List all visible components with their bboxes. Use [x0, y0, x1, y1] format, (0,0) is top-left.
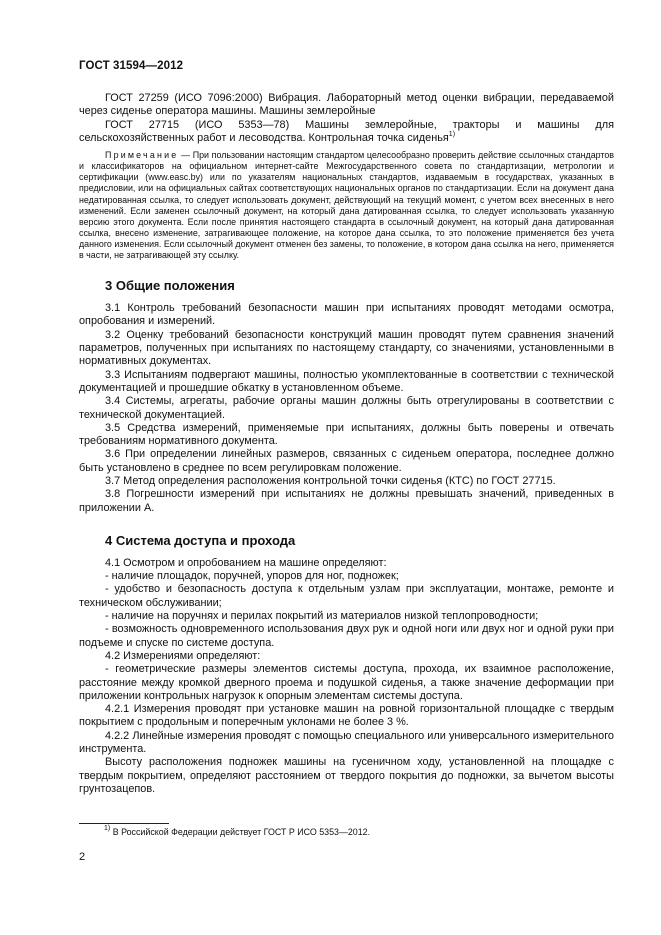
paragraph-3-5: 3.5 Средства измерений, применяемые при испытаниях, должны быть поверены и отвечать требованиям нормативного документа. — [79, 421, 614, 448]
paragraph-3-7: 3.7 Метод определения расположения контрольной точки сиденья (КТС) по ГОСТ 27715. — [105, 474, 556, 487]
footnote-mark: 1) — [104, 825, 111, 832]
reference-gost-27259: ГОСТ 27259 (ИСО 7096:2000) Вибрация. Лабораторный метод оценки вибрации, передаваемой через сиденье оператора машины. Машины землеройные — [79, 92, 614, 118]
paragraph-3-4: 3.4 Системы, агрегаты, рабочие органы машин должны быть отрегулированы в соответствии с технической документацией. — [79, 395, 614, 421]
reference-text: ГОСТ 27715 (ИСО 5353—78) Машины землеройные, тракторы и машины для сельскохозяйственных работ и лесоводства. Контрольная точка сиденья — [79, 118, 614, 144]
note-label: Примечание — [105, 150, 179, 161]
list-item: - наличие площадок, поручней, упоров для ног, подножек; — [105, 570, 399, 583]
section-4-heading: 4 Система доступа и прохода — [105, 532, 296, 548]
paragraph-3-3: 3.3 Испытаниям подвергают машины, полностью укомплектованные в соответствии с технической документацией и прошедшие обкатку в установленном объеме. — [79, 368, 614, 394]
section-3-heading: 3 Общие положения — [105, 278, 235, 294]
footnote-marker: 1) — [448, 130, 456, 138]
note-paragraph — [79, 150, 614, 261]
footnote-text: В Российской Федерации действует ГОСТ Р ИСО 5353—2012. — [110, 827, 371, 837]
list-item: - наличие на поручнях и перилах покрытий из материалов низкой теплопроводности; — [105, 610, 539, 623]
list-item: - возможность одновременного использования двух рук и одной ноги или двух ног и одной руки при подъеме и спуске по системе доступа. — [79, 623, 614, 649]
paragraph-3-2: 3.2 Оценку требований безопасности конструкций машин проводят путем сравнения значений параметров, полученных при испытаниях по настоящему стандарту, со значениями, установленными в нормативных документах. — [79, 328, 614, 368]
paragraph-3-8: 3.8 Погрешности измерений при испытаниях не должны превышать значений, приведенных в приложении А. — [79, 488, 614, 514]
list-item: - геометрические размеры элементов системы доступа, прохода, их взаимное расположение, расстояние между кромкой дверного проема и подушкой сиденья, а также значение деформации при приложении контрольных нагрузок к опорным элементам системы доступа. — [79, 663, 614, 702]
paragraph-3-1: 3.1 Контроль требований безопасности машин при испытаниях проводят методами осмотра, опробования и измерений. — [79, 302, 614, 328]
footnote — [104, 827, 370, 838]
footnote-divider — [79, 823, 169, 824]
paragraph-4-1: 4.1 Осмотром и опробованием на машине определяют: — [105, 556, 387, 569]
paragraph-4-2-1: 4.2.1 Измерения проводят при установке машин на ровной горизонтальной площадке с твердым покрытием с продольным и поперечным уклонами не более 3 %. — [79, 703, 614, 729]
note-text: — При пользовании настоящим стандартом целесообразно проверить действие ссылочных стандартов и классификаторов на официальном интернет-сайте Межгосударственного совета по стандартизации, метрологии и сертификации (www.easc.by) или по указателям национальных стандартов, издаваемым в государствах, указанных в предисловии, или на официальных сайтах соответствующих национальных органов по стандартизации. Если на документ дана недатированная ссылка, то следует использовать документ, действующий на текущий момент, с учетом всех внесенных в него изменений. Если заменен ссылочный документ, на который дана датированная ссылка, то следует использовать указанную версию этого документа. Если после принятия настоящего стандарта в ссылочный документ, на который дана датированная ссылка, внесено изменение, затрагивающее положение, на которое дана ссылка, то это положение применяется без учета данного изменения. Если ссылочный документ отменен без замены, то положение, в котором дана ссылка на него, применяется в части, не затрагивающей эту ссылку. — [79, 150, 614, 261]
list-item: - удобство и безопасность доступа к отдельным узлам при эксплуатации, монтаже, ремонте и техническом обслуживании; — [79, 583, 614, 609]
document-header: ГОСТ 31594—2012 — [79, 60, 184, 72]
paragraph-3-6: 3.6 При определении линейных размеров, связанных с сиденьем оператора, последнее должно быть установлено в среднее по всем регулировкам положение. — [79, 448, 614, 474]
paragraph-4-2-2: 4.2.2 Линейные измерения проводят с помощью специального или универсального измерительного инструмента. — [79, 729, 614, 756]
page-number: 2 — [79, 851, 86, 863]
reference-gost-27715 — [79, 119, 614, 146]
paragraph-footrest-height: Высоту расположения подножек машины на гусеничном ходу, установленной на площадке с твердым покрытием, определяют расстоянием от твердого покрытия до подножки, за вычетом высоты грунтозацепов. — [79, 756, 614, 795]
document-body — [79, 92, 614, 796]
paragraph-4-2: 4.2 Измерениями определяют: — [105, 649, 261, 662]
